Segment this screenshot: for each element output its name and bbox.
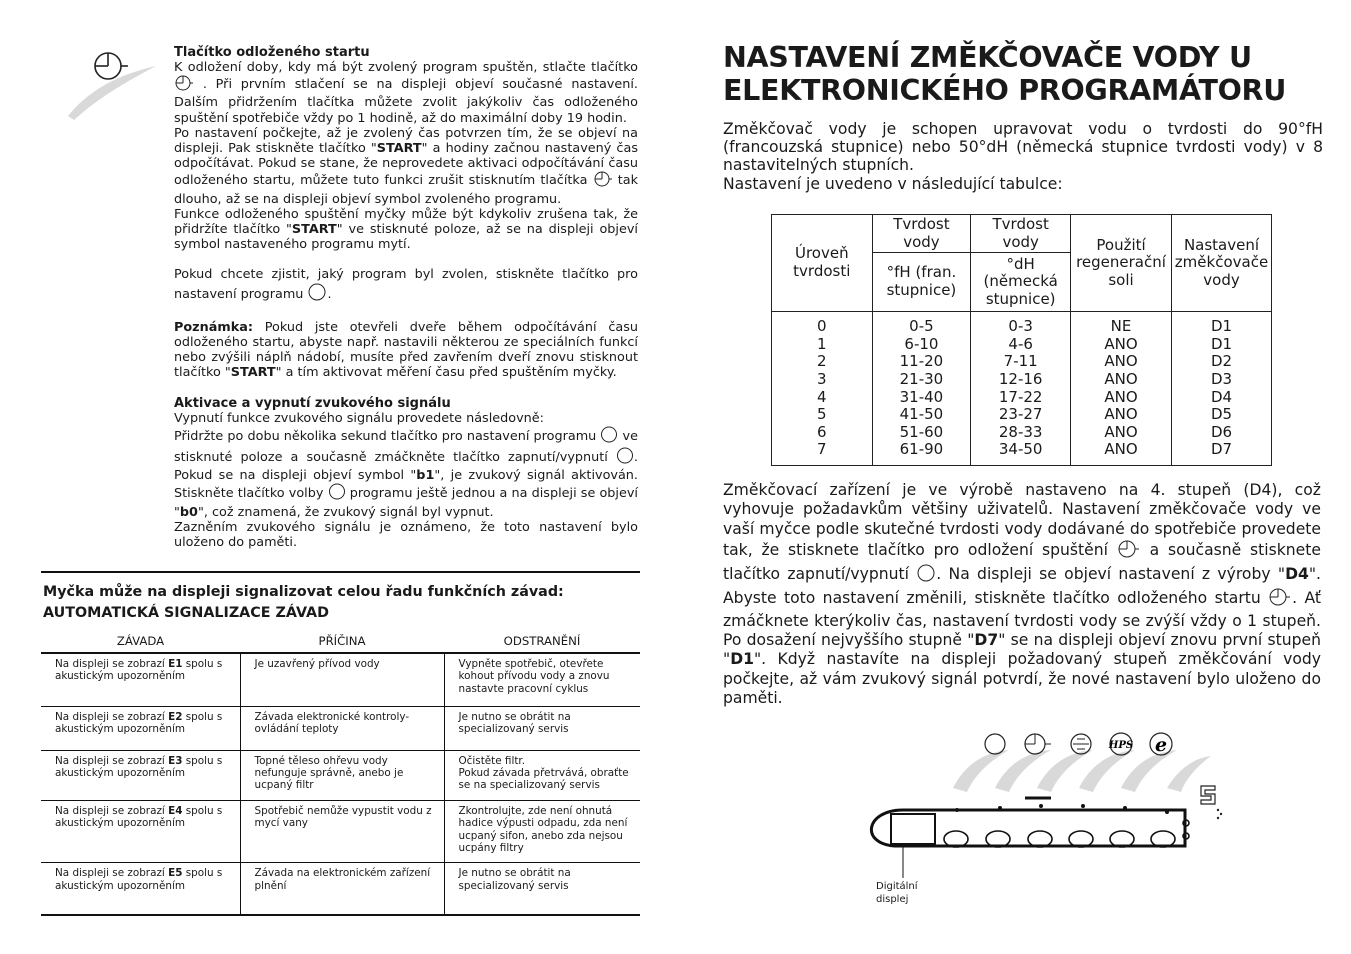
dh-value: 7-11 <box>1003 352 1038 371</box>
faults-top-rule <box>41 571 640 573</box>
salt-value: ANO <box>1104 422 1138 441</box>
note-paragraph: Poznámka: Pokud jste otevřeli dveře během odpočítávání času odloženého startu, abyste např. nastavili některou ze speciálních funkcí nebo zvýšili náplň nádobí, musíte před zavřením dveří znovu stisknout tlačítko "START" a tím aktivovat měření času před spuštěním myčky. <box>174 319 638 381</box>
program-button-icon <box>307 283 327 305</box>
delay-start-paragraph-3: Funkce odloženého spuštění myčky může být kdykoliv zrušena tak, že přidržíte tlačítko "START" ve stisknuté poloze, až se na displeji objeví symbol nastaveného programu mytí. <box>174 206 638 253</box>
setting-value: D6 <box>1210 422 1233 441</box>
header-fh-unit: °fH (fran. stupnice) <box>872 253 971 312</box>
header-hardness-dh: Tvrdost vody <box>971 215 1071 253</box>
half-load-icon <box>1071 734 1091 754</box>
fault-cause: Topné těleso ohřevu vody nefunguje správně, anebo je ucpaný filtr <box>240 750 444 800</box>
fault-fix: Zkontrolujte, zde není ohnutá hadice výpusti odpadu, zda není ucpaný sifon, anebo zda nejsou ucpány filtry <box>444 800 640 863</box>
dh-value: 4-6 <box>1008 334 1033 353</box>
salt-value: ANO <box>1104 440 1138 459</box>
salt-value: ANO <box>1104 387 1138 406</box>
right-column <box>723 41 1323 193</box>
col-odstraneni: ODSTRANĚNÍ <box>503 634 581 648</box>
levels-value: 0 <box>817 317 827 336</box>
program-button-icon <box>600 426 618 447</box>
levels-value: 6 <box>817 422 827 441</box>
header-salt: Použití regenerační soli <box>1071 215 1172 312</box>
salt-indicator-icon <box>1201 786 1215 804</box>
table-row <box>41 654 640 706</box>
table-row <box>41 750 640 800</box>
salt-value: NE <box>1110 317 1132 336</box>
fault-symptom: Na displeji se zobrazí E5 spolu s akustickým upozorněním <box>41 863 240 915</box>
salt-value: ANO <box>1104 405 1138 424</box>
fh-cell <box>872 312 971 466</box>
softener-instructions: Změkčovací zařízení je ve výrobě nastaveno na 4. stupeň (D4), což vyhovuje požadavkům většiny uživatelů. Nastavení změkčovače vody ve vaší myčce podle skutečné tvrdosti vody dodávané do spotřebiče provedete tak, že stisknete tlačítko pro odložení spuštění a současně stisknete tlačítko zapnutí/vypnutí . Na displeji se objeví nastavení z výroby "D4". Abyste toto nastavení změnili, stiskněte tlačítko odloženého startu . Ať zmáčknete kterýkoliv čas, nastavení tvrdosti vody se zvýší vždy o 1 stupeň. Po dosažení nejvyššího stupně "D7" se na displeji objeví znovu první stupeň "D1". Když nastavíte na displeji požadovaný stupeň změkčování vody počkejte, až vám zvukový signál potvrdí, že nové nastavení bylo uloženo do paměti. <box>723 481 1321 707</box>
levels-value: 4 <box>817 387 827 406</box>
levels-value: 7 <box>817 440 827 459</box>
delay-start-big-icon <box>60 44 160 124</box>
salt-cell <box>1071 312 1172 466</box>
setting-value: D4 <box>1210 387 1233 406</box>
setting-value: D3 <box>1210 369 1233 388</box>
faults-body <box>41 654 640 916</box>
fh-value: 31-40 <box>899 387 944 406</box>
delay-start-section <box>174 45 638 550</box>
salt-value: ANO <box>1104 334 1138 353</box>
table-row <box>41 863 640 915</box>
table-row <box>41 706 640 750</box>
fault-cause: Je uzavřený přívod vody <box>240 654 444 706</box>
digital-display <box>891 814 935 844</box>
clock-icon <box>1268 587 1292 611</box>
table-row <box>41 800 640 863</box>
fault-symptom: Na displeji se zobrazí E1 spolu s akustickým upozorněním <box>41 654 240 706</box>
setting-cell <box>1171 312 1271 466</box>
program-icon <box>985 734 1005 754</box>
fault-fix: Očistěte filtr. Pokud závada přetrvává, obraťte se na specializovaný servis <box>444 750 640 800</box>
dh-value: 17-22 <box>998 387 1043 406</box>
dh-value: 28-33 <box>998 422 1043 441</box>
faults-header-row <box>41 630 640 652</box>
sound-paragraph: Vypnutí funkce zvukového signálu provedete následovně: Přidržte po dobu několika sekund tlačítko pro nastavení programu ve stisknuté poloze a současně zmáčkněte tlačítko zapnutí/vypnutí . Pokud se na displeji objeví symbol "b1", je zvukový signál aktivován. Stiskněte tlačítko volby programu ještě jednou a na displeji se objeví "b0", což znamená, že zvukový signál byl vypnut. Zazněním zvukového signálu je oznámeno, že toto nastavení bylo uloženo do paměti. <box>174 410 638 551</box>
fh-value: 6-10 <box>904 334 939 353</box>
intro-paragraph: Změkčovač vody je schopen upravovat vodu o tvrdosti do 90°fH (francouzská stupnice) nebo 50°dH (německá stupnice tvrdosti vody) v 8 nastavitelných stupních. <box>723 120 1323 175</box>
levels-value: 5 <box>817 405 827 424</box>
header-level: Úroveň tvrdosti <box>772 215 873 312</box>
fault-fix: Vypněte spotřebič, otevřete kohout přívodu vody a znovu nastavte pracovní cyklus <box>444 654 640 706</box>
fh-value: 41-50 <box>899 405 944 424</box>
header-setting: Nastavení změkčovače vody <box>1171 215 1271 312</box>
levels-value: 3 <box>817 369 827 388</box>
fh-value: 61-90 <box>899 440 944 459</box>
setting-value: D5 <box>1210 405 1233 424</box>
salt-value: ANO <box>1104 369 1138 388</box>
hps-icon <box>1108 733 1133 755</box>
dh-value: 23-27 <box>998 405 1043 424</box>
dh-value: 12-16 <box>998 369 1043 388</box>
fault-cause: Závada na elektronickém zařízení plnění <box>240 863 444 915</box>
page-title: NASTAVENÍ ZMĚKČOVAČE VODY U ELEKTRONICKÉHO PROGRAMÁTORU <box>723 41 1287 107</box>
rinse-aid-indicator-icon <box>1217 809 1222 819</box>
fault-fix: Je nutno se obrátit na specializovaný servis <box>444 706 640 750</box>
fault-cause: Spotřebič nemůže vypustit vodu z mycí vany <box>240 800 444 863</box>
salt-value: ANO <box>1104 352 1138 371</box>
sound-heading: Aktivace a vypnutí zvukového signálu <box>174 395 451 411</box>
header-hardness-fh: Tvrdost vody <box>872 215 971 253</box>
fault-symptom: Na displeji se zobrazí E4 spolu s akustickým upozorněním <box>41 800 240 863</box>
fh-value: 21-30 <box>899 369 944 388</box>
delay-start-paragraph-2: Po nastavení počkejte, až je zvolený čas potvrzen tím, že se objeví na displeji. Pak stiskněte tlačítko "START" a hodiny začnou nastavený čas odpočítávat. Pokud se stane, že neprovedete aktivaci odpočítávání času odloženého startu, můžete tuto funkci zrušit stisknutím tlačítka tak dlouho, až se na displeji objeví symbol zvoleného programu. <box>174 125 639 207</box>
clock-icon <box>1117 539 1141 563</box>
fh-value: 51-60 <box>899 422 944 441</box>
delay-start-heading: Tlačítko odloženého startu <box>174 45 370 60</box>
fault-symptom: Na displeji se zobrazí E3 spolu s akustickým upozorněním <box>41 750 240 800</box>
levels-value: 1 <box>817 334 827 353</box>
setting-value: D7 <box>1210 440 1233 459</box>
fh-value: 0-5 <box>909 317 934 336</box>
hardness-table <box>771 214 1272 466</box>
display-label: Digitální displej <box>876 881 918 905</box>
dh-value: 34-50 <box>998 440 1043 459</box>
dh-cell <box>971 312 1071 466</box>
col-zavada: ZÁVADA <box>116 634 165 648</box>
power-button-icon <box>616 447 634 468</box>
levels-cell <box>772 312 873 466</box>
fh-value: 11-20 <box>899 352 944 371</box>
fault-symptom: Na displeji se zobrazí E2 spolu s akustickým upozorněním <box>41 706 240 750</box>
eco-icon <box>1150 733 1172 756</box>
hardness-table-wrap <box>771 214 1272 466</box>
clock-icon <box>593 171 613 191</box>
faults-heading: Myčka může na displeji signalizovat celou řadu funkčních závad: AUTOMATICKÁ SIGNALIZACE ZÁVAD <box>43 584 564 621</box>
svg-text:e: e <box>1154 734 1168 756</box>
dh-value: 0-3 <box>1008 317 1033 336</box>
delay-start-paragraph-1: K odložení doby, kdy má být zvolený program spuštěn, stlačte tlačítko . Při prvním stlačení se na displeji objeví současné nastavení. Dalším přidržením tlačítka můžete zvolit jakýkoliv čas odloženého spuštění spotřebiče vždy po 1 hodině, až do maximální doby 19 hodin. <box>174 60 638 126</box>
setting-value: D1 <box>1210 334 1233 353</box>
col-pricina: PŘÍČINA <box>318 634 366 648</box>
faults-table <box>41 630 640 916</box>
header-dh-unit: °dH (německá stupnice) <box>971 253 1071 312</box>
power-button-icon <box>916 563 936 587</box>
svg-text:HPS: HPS <box>1108 740 1134 751</box>
setting-value: D1 <box>1210 317 1233 336</box>
fault-fix: Je nutno se obrátit na specializovaný servis <box>444 863 640 915</box>
clock-icon <box>174 75 194 95</box>
program-button-icon <box>328 483 346 504</box>
setting-value: D2 <box>1210 352 1233 371</box>
fault-cause: Závada elektronické kontroly-ovládání teploty <box>240 706 444 750</box>
levels-value: 2 <box>817 352 827 371</box>
check-program-paragraph: Pokud chcete zjistit, jaký program byl zvolen, stiskněte tlačítko pro nastavení programu . <box>174 267 638 304</box>
intro-table-note: Nastavení je uvedeno v následující tabulce: <box>723 174 1063 193</box>
